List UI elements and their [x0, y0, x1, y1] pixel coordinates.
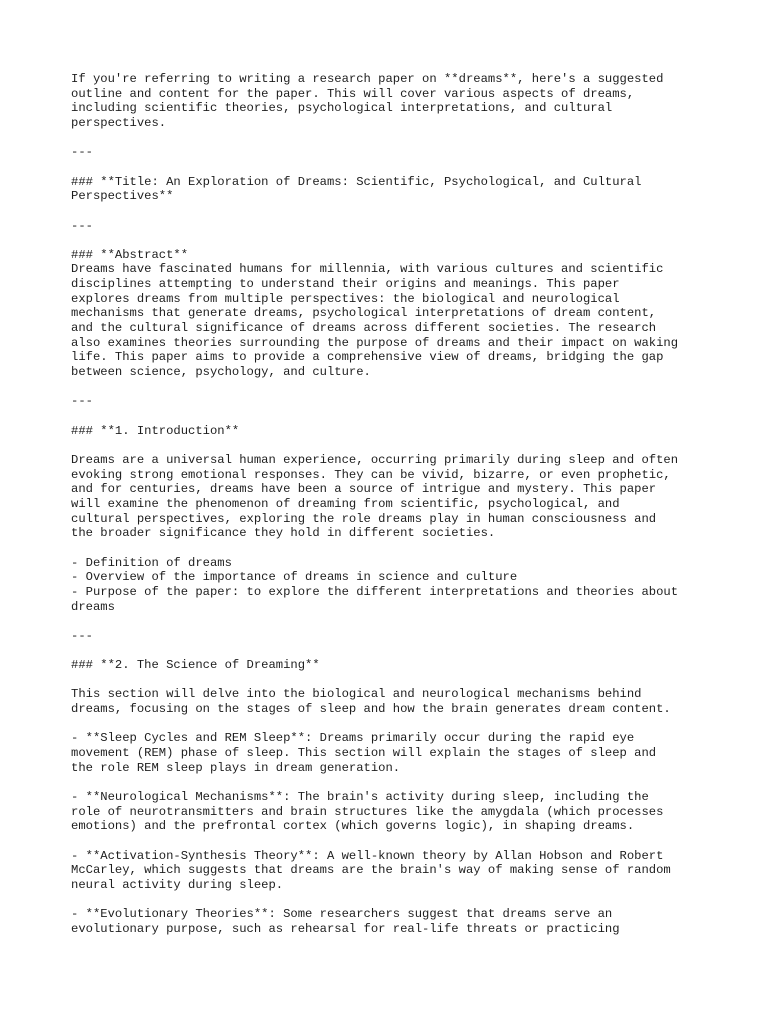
text-line: Dreams are a universal human experience, occurring primarily during sleep and often: [71, 452, 679, 467]
blank-line: [71, 614, 711, 629]
text-line: evoking strong emotional responses. They can be vivid, bizarre, or even prophetic,: [71, 467, 671, 482]
text-line: between science, psychology, and culture.: [71, 365, 371, 380]
text-line: McCarley, which suggests that dreams are the brain's way of making sense of random: [71, 863, 671, 878]
text-line: Perspectives**: [71, 189, 174, 204]
text-line: If you're referring to writing a research paper on **dreams**, here's a suggested: [71, 72, 664, 86]
blank-line: [71, 131, 711, 146]
text-line: including scientific theories, psychological interpretations, and cultural: [71, 101, 613, 116]
text-line: emotions) and the prefrontal cortex (which governs logic), in shaping dreams.: [71, 819, 635, 834]
text-line: disciplines attempting to understand their origins and meanings. This paper: [71, 277, 620, 292]
text-line: This section will delve into the biological and neurological mechanisms behind: [71, 687, 642, 702]
text-line: the broader significance they hold in different societies.: [71, 526, 496, 541]
text-line: life. This paper aims to provide a comprehensive view of dreams, bridging the gap: [71, 350, 664, 365]
blank-line: [71, 717, 711, 732]
list-item: - Purpose of the paper: to explore the different interpretations and theories about: [71, 584, 679, 599]
text-line: perspectives.: [71, 115, 167, 130]
blank-line: [71, 380, 711, 395]
section-heading: ### **Abstract**: [71, 247, 189, 262]
text-line: also examines theories surrounding the purpose of dreams and their impact on waking: [71, 335, 679, 350]
document-text: [71, 72, 711, 936]
blank-line: [71, 775, 711, 790]
text-line: and the cultural significance of dreams across different societies. The research: [71, 321, 657, 336]
text-line: the role REM sleep plays in dream generation.: [71, 760, 401, 775]
section-heading: ### **1. Introduction**: [71, 423, 240, 438]
text-line: outline and content for the paper. This will cover various aspects of dreams,: [71, 86, 635, 101]
horizontal-rule: ---: [71, 394, 93, 409]
text-line: will examine the phenomenon of dreaming from scientific, psychological, and: [71, 496, 620, 511]
text-line: evolutionary purpose, such as rehearsal for real-life threats or practicing: [71, 921, 620, 936]
text-line: cultural perspectives, exploring the role dreams play in human consciousness and: [71, 511, 657, 526]
list-item: - **Evolutionary Theories**: Some researchers suggest that dreams serve an: [71, 907, 613, 922]
blank-line: [71, 541, 711, 556]
blank-line: [71, 204, 711, 219]
list-item: - Overview of the importance of dreams in science and culture: [71, 570, 518, 585]
list-item: - Definition of dreams: [71, 555, 232, 570]
text-line: dreams: [71, 599, 115, 614]
section-heading: ### **2. The Science of Dreaming**: [71, 658, 320, 673]
blank-line: [71, 438, 711, 453]
list-item: - **Neurological Mechanisms**: The brain's activity during sleep, including the: [71, 789, 649, 804]
text-line: Dreams have fascinated humans for millennia, with various cultures and scientific: [71, 262, 664, 277]
text-line: neural activity during sleep.: [71, 877, 284, 892]
text-line: explores dreams from multiple perspectives: the biological and neurological: [71, 291, 620, 306]
text-line: dreams, focusing on the stages of sleep and how the brain generates dream content.: [71, 702, 671, 717]
blank-line: [71, 643, 711, 658]
text-line: movement (REM) phase of sleep. This section will explain the stages of sleep and: [71, 746, 657, 760]
blank-line: [71, 893, 711, 908]
blank-line: [71, 409, 711, 424]
horizontal-rule: ---: [71, 145, 93, 160]
section-heading: ### **Title: An Exploration of Dreams: Scientific, Psychological, and Cultural: [71, 174, 642, 189]
list-item: - **Sleep Cycles and REM Sleep**: Dreams primarily occur during the rapid eye: [71, 731, 635, 746]
list-item: - **Activation-Synthesis Theory**: A well-known theory by Allan Hobson and Robert: [71, 848, 664, 863]
blank-line: [71, 673, 711, 688]
text-line: mechanisms that generate dreams, psychological interpretations of dream content,: [71, 306, 657, 321]
blank-line: [71, 233, 711, 248]
text-line: and for centuries, dreams have been a source of intrigue and mystery. This paper: [71, 482, 657, 497]
horizontal-rule: ---: [71, 218, 93, 233]
blank-line: [71, 160, 711, 175]
horizontal-rule: ---: [71, 628, 93, 643]
text-line: role of neurotransmitters and brain structures like the amygdala (which processes: [71, 804, 664, 819]
blank-line: [71, 834, 711, 849]
